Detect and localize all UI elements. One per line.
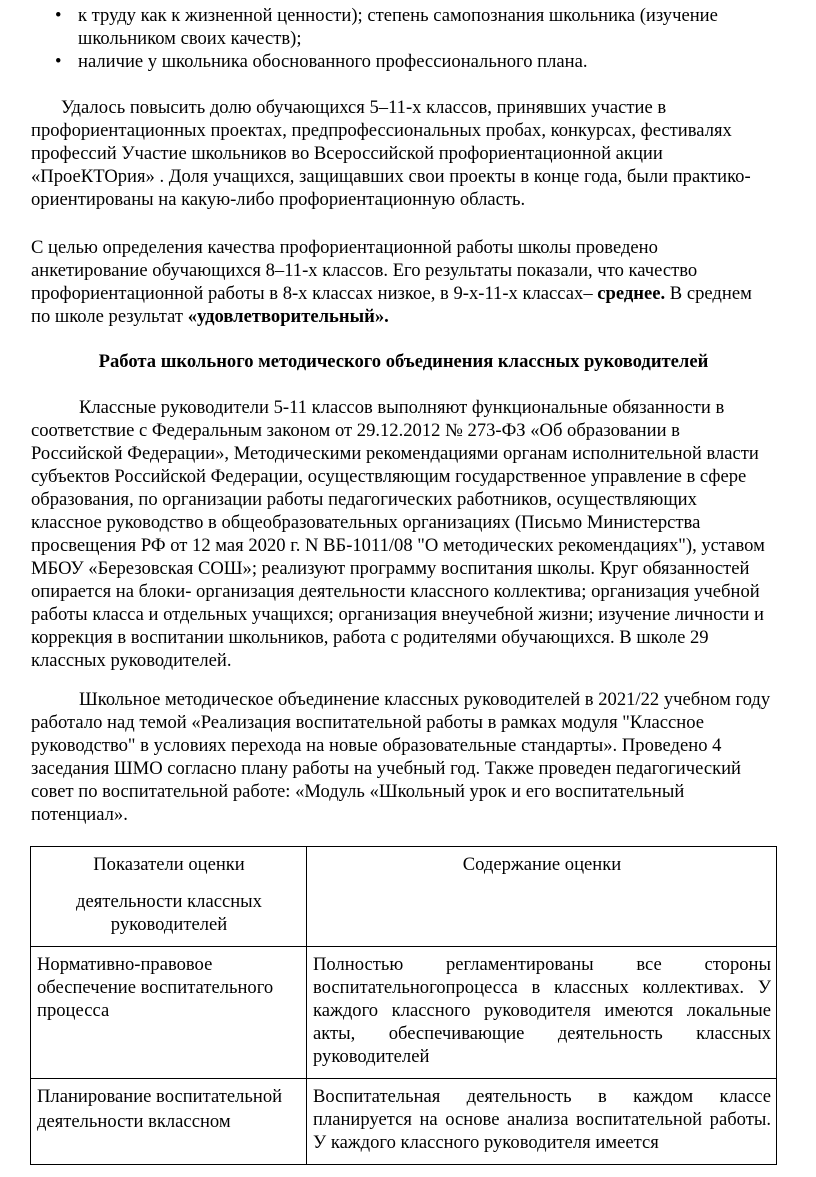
evaluation-table [30,846,777,1165]
table-row [31,1079,777,1165]
paragraph-shmo: Школьное методическое объединение классных руководителей в 2021/22 учебном году работало над темой «Реализация воспитательной работы в рамках модуля "Классное руководство" в условиях перехода на новые образовательные стандарты». Проведено 4 заседания ШМО согласно плану работы на учебный год. Также проведен педагогический совет по воспитательной работе: «Модуль «Школьный урок и его воспитательный потенциал». [31,689,771,825]
table-cell-content: Воспитательная деятельность в каждом классе планируется на основе анализа воспитательной работы. У каждого классного руководителя имеется [307,1079,777,1165]
paragraph-class-teachers: Классные руководители 5-11 классов выполняют функциональные обязанности в соответствие с Федеральным законом от 29.12.2012 № 273-ФЗ «Об образовании в Российской Федерации», Методическими рекомендациями органам исполнительной власти субъектов Российской Федерации, осуществляющим государственное управление в сфере образования, по организации работы педагогических работников, осуществляющих классное руководство в общеобразовательных организациях (Письмо Министерства просвещения РФ от 12 мая 2020 г. N ВБ-1011/08 "О методических рекомендациях"), уставом МБОУ «Березовская СОШ»; реализуют программу воспитания школы. Круг обязанностей опирается на блоки- организация деятельности классного коллектива; организация учебной работы класса и отдельных учащихся; организация внеучебной жизни; изучение личности и коррекция в воспитании школьников, работа с родителями обучающихся. В школе 29 классных руководителей. [31,397,765,671]
section-heading: Работа школьного методического объединения классных руководителей [98,351,709,372]
header-cell-content: Содержание оценки [307,847,777,947]
table-header-row [31,847,777,947]
bullet-icon: • [55,5,62,26]
bullet-icon: • [55,51,62,72]
table-row [31,947,777,1079]
table-cell-indicator: Планирование воспитательной деятельности вклассном [31,1079,307,1165]
table-cell-indicator: Нормативно-правовое обеспечение воспитательного процесса [31,947,307,1079]
paragraph-proforientation: Удалось повысить долю обучающихся 5–11-х классов, принявших участие в профориентационных проектах, предпрофессиональных пробах, конкурсах, фестивалях профессий Участие школьников во Всероссийской профориентационной акции «ПроеКТОрия» . Доля учащихся, защищавших свои проекты в конце года, были практико-ориентированы на какую-либо профориентационную область. [31,97,751,210]
bullet-list [31,4,776,73]
list-item: • наличие у школьника обоснованного профессионального плана. [55,51,588,72]
header-cell-indicators: Показатели оценки деятельности классных руководителей [31,847,307,947]
list-item: • к труду как к жизненной ценности); степень самопознания школьника (изучение школьником своих качеств); [55,5,718,49]
bold-average: среднее. [597,283,666,304]
table-cell-content: Полностью регламентированы все стороны воспитательногопроцесса в классных коллективах. У каждого классного руководителя имеются локальные акты, обеспечивающие деятельность классных руководителей [307,947,777,1079]
bold-satisfactory: «удовлетворительный». [187,306,389,327]
paragraph-survey: С целью определения качества профориентационной работы школы проведено анкетирование обучающихся 8–11-х классов. Его результаты показали, что качество профориентационной работы в 8-х классах низкое, в 9-х-11-х классах– среднее. В среднем по школе результат «удовлетворительный». [31,237,752,327]
